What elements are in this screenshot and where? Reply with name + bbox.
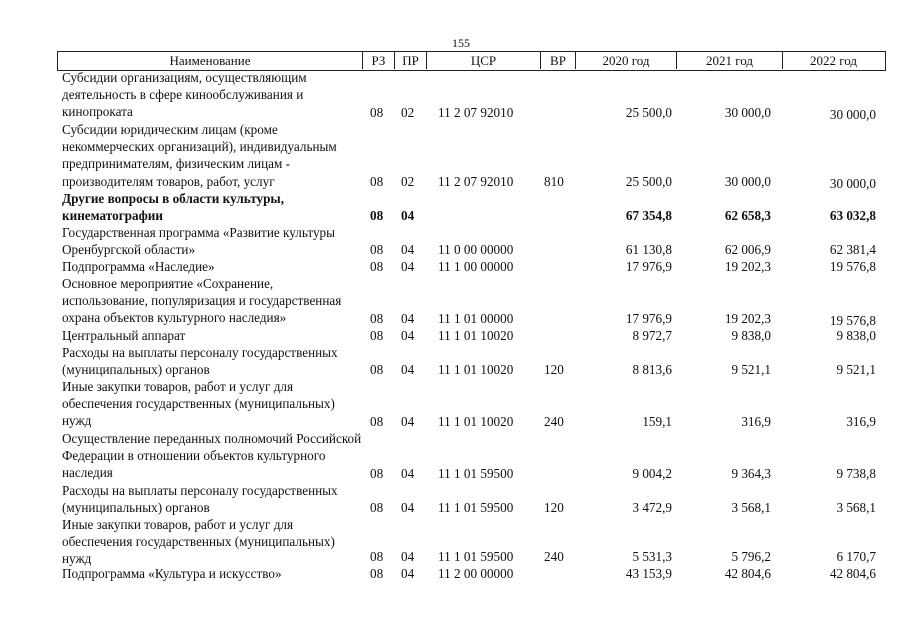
row-2021: 9 521,1 — [731, 361, 771, 377]
table-row — [0, 190, 905, 224]
row-name: Расходы на выплаты персоналу государственных (муниципальных) органов — [62, 483, 338, 516]
row-rz: 08 — [370, 173, 384, 189]
row-2022: 63 032,8 — [829, 207, 876, 223]
row-rz: 08 — [370, 241, 384, 257]
header-csr: ЦСР — [470, 53, 497, 68]
row-pr: 04 — [401, 310, 415, 326]
row-pr: 04 — [401, 327, 415, 343]
table-row — [0, 69, 905, 121]
row-2021: 30 000,0 — [724, 173, 771, 189]
table-row — [0, 378, 905, 430]
row-vr: 810 — [544, 173, 564, 189]
row-2022: 9 521,1 — [836, 361, 876, 377]
row-vr: 240 — [544, 548, 564, 564]
row-rz: 08 — [370, 548, 384, 564]
row-rz: 08 — [370, 361, 384, 377]
row-2022: 30 000,0 — [829, 106, 876, 122]
row-rz: 08 — [370, 327, 384, 343]
row-name: Подпрограмма «Наследие» — [62, 259, 215, 274]
row-name: Осуществление переданных полномочий Российской Федерации в отношении объектов культурного наследия — [62, 431, 362, 481]
page-number: 155 — [452, 36, 470, 50]
row-2021: 9 838,0 — [731, 327, 771, 343]
row-2021: 62 006,9 — [724, 241, 771, 257]
row-2022: 62 381,4 — [829, 241, 876, 257]
row-vr: 120 — [544, 499, 564, 515]
row-name: Центральный аппарат — [62, 328, 186, 343]
row-2020: 159,1 — [642, 413, 672, 429]
row-2022: 3 568,1 — [836, 499, 876, 515]
row-csr: 11 2 07 92010 — [438, 173, 514, 189]
row-pr: 04 — [401, 413, 415, 429]
row-pr: 04 — [401, 361, 415, 377]
row-pr: 04 — [401, 548, 415, 564]
row-2022: 9 838,0 — [836, 327, 876, 343]
row-csr: 11 1 01 10020 — [438, 413, 514, 429]
row-name: Расходы на выплаты персоналу государственных (муниципальных) органов — [62, 345, 338, 378]
table-row — [0, 516, 905, 565]
row-csr: 11 1 00 00000 — [438, 258, 514, 274]
row-2021: 19 202,3 — [724, 310, 771, 326]
row-2021: 3 568,1 — [731, 499, 771, 515]
row-csr: 11 1 01 59500 — [438, 465, 514, 481]
row-name: Основное мероприятие «Сохранение, использование, популяризация и государственная охрана объектов культурного наследия» — [62, 276, 342, 326]
header-rz: РЗ — [371, 53, 386, 68]
row-2020: 8 972,7 — [632, 327, 672, 343]
table-row — [0, 258, 905, 275]
row-2021: 9 364,3 — [731, 465, 771, 481]
row-rz: 08 — [370, 565, 384, 581]
row-name: Иные закупки товаров, работ и услуг для обеспечения государственных (муниципальных) нужд — [62, 517, 335, 567]
row-2021: 30 000,0 — [724, 104, 771, 120]
table-row — [0, 275, 905, 327]
table-row — [0, 430, 905, 482]
table-row — [0, 344, 905, 378]
row-pr: 02 — [401, 173, 415, 189]
row-csr: 11 1 01 00000 — [438, 310, 514, 326]
table-row — [0, 327, 905, 344]
row-csr: 11 1 01 10020 — [438, 327, 514, 343]
row-2020: 25 500,0 — [625, 173, 672, 189]
row-rz: 08 — [370, 258, 384, 274]
table-row — [0, 482, 905, 516]
row-rz: 08 — [370, 465, 384, 481]
row-2020: 17 976,9 — [625, 310, 672, 326]
row-2022: 6 170,7 — [836, 548, 876, 564]
row-pr: 04 — [401, 565, 415, 581]
row-csr: 11 1 01 10020 — [438, 361, 514, 377]
row-2020: 5 531,3 — [632, 548, 672, 564]
row-pr: 04 — [401, 241, 415, 257]
row-csr: 11 1 01 59500 — [438, 548, 514, 564]
row-pr: 04 — [401, 465, 415, 481]
row-2021: 42 804,6 — [724, 565, 771, 581]
row-2021: 5 796,2 — [731, 548, 771, 564]
row-2022: 30 000,0 — [829, 175, 876, 191]
row-csr: 11 1 01 59500 — [438, 499, 514, 515]
row-vr: 240 — [544, 413, 564, 429]
row-pr: 04 — [401, 207, 415, 223]
row-2020: 61 130,8 — [625, 241, 672, 257]
row-2022: 9 738,8 — [836, 465, 876, 481]
table-row — [0, 224, 905, 258]
row-rz: 08 — [370, 413, 384, 429]
row-2022: 42 804,6 — [829, 565, 876, 581]
row-2020: 43 153,9 — [625, 565, 672, 581]
row-2020: 9 004,2 — [632, 465, 672, 481]
row-2020: 17 976,9 — [625, 258, 672, 274]
row-csr: 11 2 00 00000 — [438, 565, 514, 581]
row-2020: 25 500,0 — [625, 104, 672, 120]
row-2021: 19 202,3 — [724, 258, 771, 274]
row-2020: 3 472,9 — [632, 499, 672, 515]
row-rz: 08 — [370, 310, 384, 326]
header-vr: ВР — [550, 53, 566, 68]
row-2021: 62 658,3 — [724, 207, 771, 223]
row-2022: 19 576,8 — [829, 312, 876, 328]
row-2022: 316,9 — [846, 413, 876, 429]
row-2021: 316,9 — [741, 413, 771, 429]
row-2022: 19 576,8 — [829, 258, 876, 274]
header-pr: ПР — [402, 53, 419, 68]
row-name: Государственная программа «Развитие культуры Оренбургской области» — [62, 225, 335, 258]
table-row — [0, 121, 905, 190]
header-name: Наименование — [169, 53, 251, 68]
row-rz: 08 — [370, 207, 384, 223]
row-pr: 04 — [401, 499, 415, 515]
header-2021: 2021 год — [706, 53, 753, 68]
row-pr: 04 — [401, 258, 415, 274]
row-vr: 120 — [544, 361, 564, 377]
header-2020: 2020 год — [602, 53, 650, 68]
row-name: Субсидии юридическим лицам (кроме некоммерческих организаций), индивидуальным предпринимателям, физическим лицам - производителям товаров, работ, услуг — [62, 122, 337, 189]
table-row — [0, 565, 905, 582]
row-rz: 08 — [370, 104, 384, 120]
row-csr: 11 2 07 92010 — [438, 104, 514, 120]
row-2020: 67 354,8 — [625, 207, 672, 223]
row-name: Иные закупки товаров, работ и услуг для обеспечения государственных (муниципальных) нужд — [62, 379, 335, 429]
row-pr: 02 — [401, 104, 415, 120]
row-name: Субсидии организациям, осуществляющим деятельность в сфере кинообслуживания и кинопроката — [62, 70, 307, 120]
header-2022: 2022 год — [810, 53, 857, 68]
row-rz: 08 — [370, 499, 384, 515]
row-2020: 8 813,6 — [632, 361, 672, 377]
row-name: Подпрограмма «Культура и искусство» — [62, 566, 282, 581]
row-name: Другие вопросы в области культуры, кинематографии — [62, 191, 285, 224]
row-csr: 11 0 00 00000 — [438, 241, 514, 257]
